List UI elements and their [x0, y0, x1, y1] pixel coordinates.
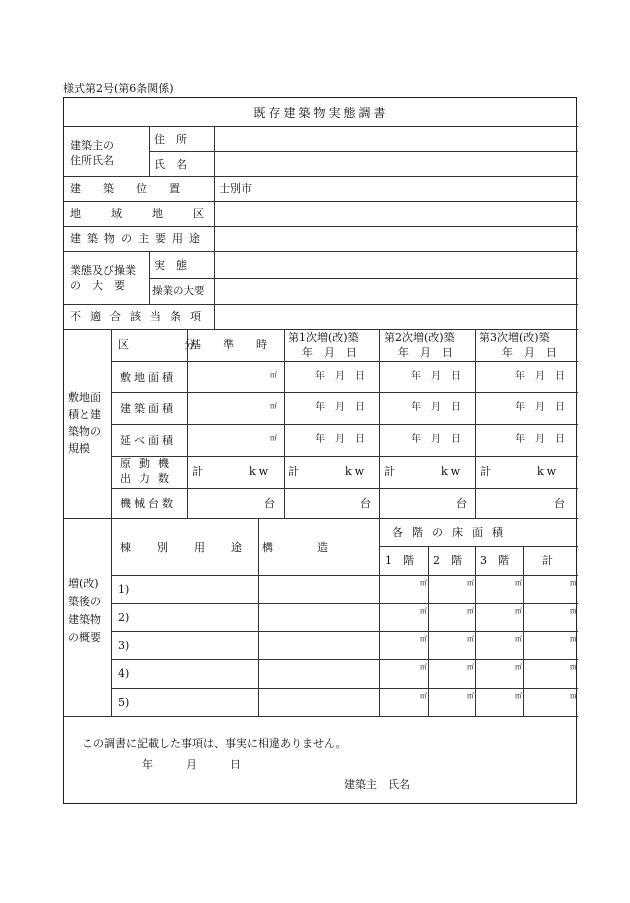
ext2-header: 第2次増(改)築 [384, 331, 455, 344]
declaration-text: この調書に記載した事項は、事実に相違ありません。 [82, 737, 347, 750]
building-row-number: 4) [118, 667, 130, 680]
sqm-unit: ㎡ [467, 692, 474, 700]
ext1-date-field[interactable]: 年 月 日 [315, 371, 365, 382]
sqm-unit: ㎡ [467, 663, 474, 671]
building-row-number: 2) [118, 611, 130, 624]
output-total-label: 計 [288, 465, 299, 478]
ext2-date-field[interactable]: 年 月 日 [411, 371, 461, 382]
count-unit: 台 [264, 497, 275, 510]
count-unit: 台 [360, 497, 371, 510]
sqm-unit: ㎡ [570, 579, 577, 587]
sqm-unit: ㎡ [467, 579, 474, 587]
building-row-number: 3) [118, 639, 130, 652]
sqm-unit: ㎡ [420, 579, 427, 587]
count-unit: 台 [554, 497, 565, 510]
sqm-unit: ㎡ [515, 692, 522, 700]
category-header: 区 分 [118, 338, 217, 351]
output-total-label: 計 [480, 465, 491, 478]
kw-unit: kw [345, 465, 368, 478]
kw-unit: kw [249, 465, 272, 478]
machine-output-label-2: 出力数 [120, 472, 177, 485]
total-header: 計 [542, 554, 553, 567]
sqm-unit: ㎡ [270, 402, 277, 410]
sqm-unit: ㎡ [467, 635, 474, 643]
main-use-label: 建築物の主要用途 [70, 232, 206, 245]
date-line[interactable]: 年 月 日 [142, 758, 241, 771]
sqm-unit: ㎡ [570, 692, 577, 700]
machine-count-label: 機械台数 [120, 497, 176, 510]
ext1-date-field[interactable]: 年 月 日 [315, 434, 365, 445]
sqm-unit: ㎡ [420, 607, 427, 615]
name-label: 氏 名 [154, 158, 187, 171]
form-title: 既存建築物実態調書 [253, 106, 389, 120]
nonconforming-field[interactable] [218, 308, 573, 326]
main-use-field[interactable] [218, 230, 573, 248]
ext3-date-header: 年 月 日 [502, 346, 557, 359]
kw-unit: kw [441, 465, 464, 478]
ext2-date-field[interactable]: 年 月 日 [411, 402, 461, 413]
name-field[interactable] [218, 155, 573, 173]
signature-line[interactable]: 建築主 氏名 [344, 778, 410, 791]
owner-label: 建築主の 住所氏名 [70, 139, 114, 168]
zone-label: 地域地区 [70, 207, 234, 220]
sqm-unit: ㎡ [570, 635, 577, 643]
floor3-header: 3 階 [480, 554, 509, 567]
address-label: 住 所 [154, 133, 187, 146]
floor-area-header: 各階の床面積 [392, 526, 512, 539]
sqm-unit: ㎡ [515, 579, 522, 587]
ext2-date-field[interactable]: 年 月 日 [411, 434, 461, 445]
site-row-label: 敷地面積 [120, 371, 176, 384]
sqm-unit: ㎡ [570, 663, 577, 671]
sqm-unit: ㎡ [270, 434, 277, 442]
site-row-label: 建築面積 [120, 402, 176, 415]
business-state-field[interactable] [218, 255, 573, 275]
location-label: 建築位置 [70, 182, 202, 195]
business-label: 業態及び操業 の 大 要 [70, 264, 136, 293]
sqm-unit: ㎡ [270, 371, 277, 379]
floor2-header: 2 階 [433, 554, 462, 567]
structure-header: 構造 [262, 541, 372, 554]
count-unit: 台 [456, 497, 467, 510]
output-total-label: 計 [384, 465, 395, 478]
building-row-number: 1) [118, 583, 130, 596]
ext1-header: 第1次増(改)築 [288, 331, 359, 344]
floor1-header: 1 階 [385, 554, 414, 567]
survey-form [63, 97, 577, 804]
ext3-header: 第3次増(改)築 [479, 331, 550, 344]
business-summary-label: 操業の大要 [152, 285, 205, 297]
address-field[interactable] [218, 130, 573, 148]
ext3-date-field[interactable]: 年 月 日 [515, 371, 565, 382]
site-row-label: 延べ面積 [120, 434, 176, 447]
sqm-unit: ㎡ [420, 692, 427, 700]
sqm-unit: ㎡ [420, 663, 427, 671]
ext1-date-header: 年 月 日 [302, 346, 357, 359]
nonconforming-label: 不適合該当条項 [70, 310, 210, 323]
form-label: 様式第2号(第6条関係) [63, 82, 174, 95]
sqm-unit: ㎡ [515, 607, 522, 615]
location-value[interactable]: 士別市 [219, 182, 252, 195]
sqm-unit: ㎡ [570, 607, 577, 615]
zone-field[interactable] [218, 205, 573, 223]
output-total-label: 計 [192, 465, 203, 478]
ext3-date-field[interactable]: 年 月 日 [515, 434, 565, 445]
business-state-label: 実 態 [154, 259, 187, 272]
after-label: 増(改) 築後の 建築物 の概要 [68, 577, 101, 645]
sqm-unit: ㎡ [515, 635, 522, 643]
machine-output-label-1: 原動機 [120, 457, 177, 470]
base-time-header: 基準時 [190, 338, 289, 351]
ext3-date-field[interactable]: 年 月 日 [515, 402, 565, 413]
ext1-date-field[interactable]: 年 月 日 [315, 402, 365, 413]
sqm-unit: ㎡ [420, 635, 427, 643]
ext2-date-header: 年 月 日 [398, 346, 453, 359]
kw-unit: kw [537, 465, 560, 478]
business-summary-field[interactable] [218, 282, 573, 302]
site-label: 敷地面 積と建 築物の 規模 [68, 391, 101, 456]
sqm-unit: ㎡ [515, 663, 522, 671]
sqm-unit: ㎡ [467, 607, 474, 615]
building-row-number: 5) [118, 696, 130, 709]
use-header: 棟別用途 [120, 541, 268, 554]
